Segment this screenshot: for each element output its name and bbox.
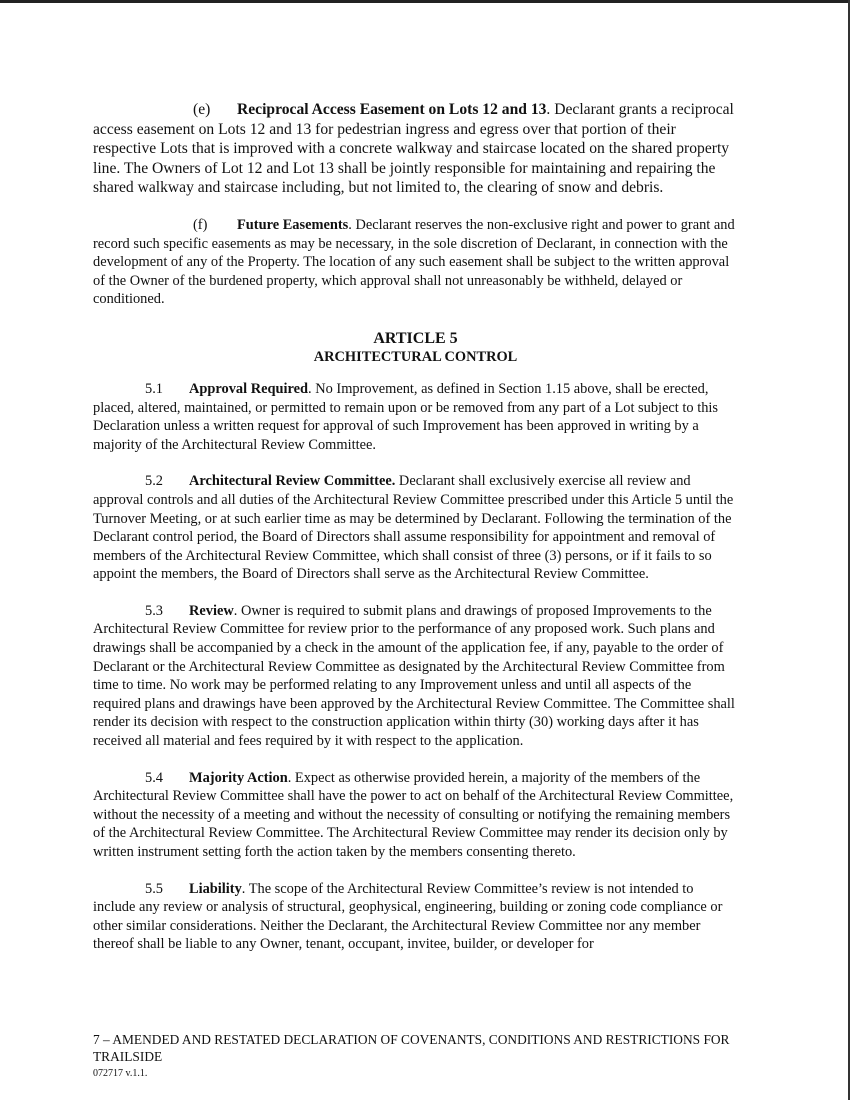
paragraph-body: . Expect as otherwise provided herein, a majority of the members of the Architectural Review Committee shall have the power to act on behalf of the Architectural Review Committee, without the necessity of a meeting and without the necessity of consulting or notifying the remaining members of the Architectural Review Committee. The Architectural Review Committee may render its decision only by written instrument setting forth the action taken by the members consenting thereto. xyxy=(93,769,734,860)
paragraph-heading: Approval Required xyxy=(189,380,309,397)
paragraph-5-2 xyxy=(93,472,738,584)
article-heading xyxy=(93,329,738,366)
page-top-edge xyxy=(0,0,850,3)
paragraph-number: 5.3 xyxy=(145,602,163,619)
paragraph-number: 5.4 xyxy=(145,769,163,786)
footer-version: 072717 v.1.1. xyxy=(93,1068,148,1079)
paragraph-number: 5.1 xyxy=(145,380,163,397)
paragraph-5-4 xyxy=(93,769,738,862)
section-f-label: (f) xyxy=(193,216,208,233)
paragraph-number: 5.5 xyxy=(145,880,163,897)
paragraph-5-3 xyxy=(93,602,738,751)
paragraph-body: . Owner is required to submit plans and drawings of proposed Improvements to the Architectural Review Committee for review prior to the performance of any proposed work. Such plans and drawings shall be accompanied by a check in the amount of the application fee, if any, payable to the order of Declarant or the Architectural Review Committee as designated by the Architectural Review Committee from time to time. No work may be performed relating to any Improvement unless and until all aspects of the required plans and drawings have been approved by the Architectural Review Committee. The Committee shall render its decision with respect to the construction application within thirty (30) working days after it has received all material and fees required by it with respect to the application. xyxy=(93,602,735,750)
section-e-label: (e) xyxy=(193,101,211,118)
paragraph-5-5 xyxy=(93,880,738,954)
paragraph-number: 5.2 xyxy=(145,473,163,490)
footer-title: 7 – AMENDED AND RESTATED DECLARATION OF COVENANTS, CONDITIONS AND RESTRICTIONS FOR TRAILSIDE xyxy=(93,1032,730,1064)
paragraph-heading: Review xyxy=(189,602,234,619)
paragraph-heading: Majority Action xyxy=(189,769,288,786)
paragraph-heading: Liability xyxy=(189,880,242,897)
section-e xyxy=(93,100,738,198)
page-footer xyxy=(93,1031,753,1081)
paragraph-body: . The scope of the Architectural Review Committee’s review is not intended to include any review or analysis of structural, geophysical, engineering, building or zoning code compliance or other similar considerations. Neither the Declarant, the Architectural Review Committee nor any member thereof shall be liable to any Owner, tenant, occupant, invitee, builder, or developer for xyxy=(93,880,723,953)
paragraph-5-1 xyxy=(93,380,738,454)
article-number: ARTICLE 5 xyxy=(373,329,458,347)
section-f-body: . Declarant reserves the non-exclusive right and power to grant and record such specific easements as may be necessary, in the sole discretion of Declarant, in connection with the development of any of the Property. The location of any such easement shall be subject to the written approval of the Owner of the burdened property, which approval shall not unreasonably be withheld, delayed or conditioned. xyxy=(93,216,735,308)
article-title: ARCHITECTURAL CONTROL xyxy=(313,348,518,365)
section-e-body: . Declarant grants a reciprocal access easement on Lots 12 and 13 for pedestrian ingress and egress over that portion of their respective Lots that is improved with a concrete walkway and staircase located on the shared property line. The Owners of Lot 12 and Lot 13 shall be jointly responsible for maintaining and repairing the shared walkway and staircase including, but not limited to, the clearing of snow and debris. xyxy=(93,101,734,197)
section-e-paragraph xyxy=(93,100,738,198)
document-page xyxy=(93,100,738,954)
section-e-heading: Reciprocal Access Easement on Lots 12 and 13 xyxy=(237,101,547,118)
paragraph-body: Declarant shall exclusively exercise all review and approval controls and all duties of the Architectural Review Committee prescribed under this Article 5 until the Turnover Meeting, or at such earlier time as may be determined by Declarant. Following the termination of the Declarant control period, the Board of Directors shall assume responsibility for appointment and removal of members of the Architectural Review Committee, which shall consist of three (3) persons, or if it fails to so appoint the members, the Board of Directors shall serve as the Architectural Review Committee. xyxy=(93,473,734,583)
paragraph-body: . No Improvement, as defined in Section 1.15 above, shall be erected, placed, altered, maintained, or permitted to remain upon or be removed from any part of a Lot subject to this Declaration unless a written request for approval of such Improvement has been approved in writing by a majority of the Architectural Review Committee. xyxy=(93,380,718,453)
section-f-heading: Future Easements xyxy=(237,216,349,233)
section-f-paragraph xyxy=(93,216,738,309)
paragraph-heading: Architectural Review Committee. xyxy=(189,473,396,490)
